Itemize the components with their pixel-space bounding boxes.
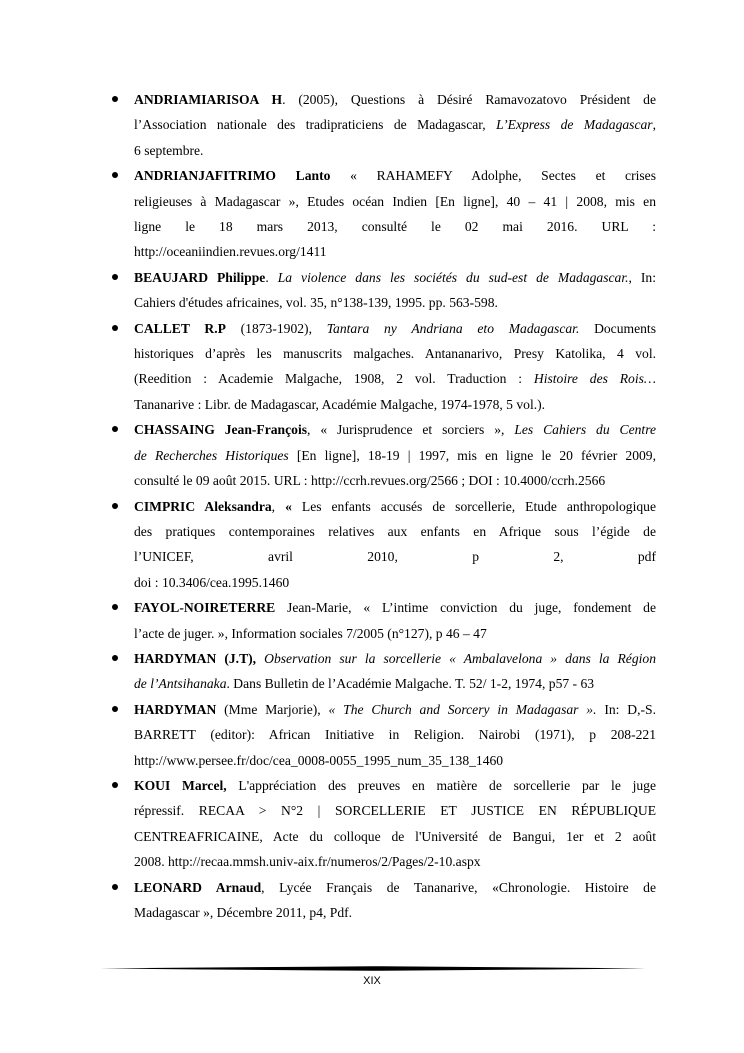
entry-text: BARRETT (editor): African Initiative in Religion. Nairobi (1971), p 208-221 — [134, 727, 656, 743]
entry-line — [134, 366, 656, 391]
entry-line — [134, 544, 656, 569]
entry-text: http://oceaniindien.revues.org/1411 — [134, 244, 327, 260]
entry-text: . Dans Bulletin de l’Académie Malgache. T. 52/ 1-2, 1974, p57 - 63 — [226, 676, 595, 692]
entry-text: (Reedition : Academie Malgache, 1908, 2 vol. Traduction : — [134, 371, 534, 387]
entry-text: Madagascar », Décembre 2011, p4, Pdf. — [134, 905, 353, 920]
entry-line — [134, 671, 656, 696]
entry-text: l’acte de juger. », Information sociales 7/2005 (n°127), p 46 – 47 — [134, 625, 487, 641]
entry-text: , In: — [628, 269, 657, 285]
entry-text: 6 septembre. — [134, 142, 204, 158]
entry-author: CALLET R.P — [134, 320, 226, 336]
entry-text: Tananarive : Libr. de Madagascar, Académie Malgache, 1974-1978, 5 vol.). — [134, 396, 546, 412]
entry-line — [134, 722, 656, 747]
entry-text: ligne le 18 mars 2013, consulté le 02 mai 2016. URL : — [134, 219, 656, 235]
entry-line — [134, 824, 656, 849]
entry-line — [134, 392, 656, 417]
bibliography-entry — [106, 316, 656, 418]
entry-text: [En ligne], 18-19 | 1997, mis en ligne le 20 février 2009, — [288, 447, 656, 463]
entry-text — [276, 168, 296, 183]
entry-title: La violence dans les sociétés du sud-est de Madagascar. — [277, 269, 629, 285]
entry-line — [134, 163, 656, 188]
entry-line — [134, 494, 656, 519]
entry-author: CIMPRIC Aleksandra — [134, 498, 272, 514]
bibliography-entry — [106, 417, 656, 493]
page-number: XIX — [363, 975, 381, 987]
bibliography-entry — [106, 265, 656, 316]
entry-text: . — [265, 269, 278, 285]
bibliography-entry — [106, 494, 656, 596]
entry-line — [134, 316, 656, 341]
entry-line — [134, 849, 656, 874]
entry-title: de Recherches Historiques — [134, 447, 289, 463]
entry-text: Documents — [579, 320, 656, 336]
entry-author: BEAUJARD Philippe — [134, 269, 266, 285]
bibliography-list — [106, 87, 656, 925]
bibliography-entry — [106, 697, 656, 773]
entry-line — [134, 798, 656, 823]
entry-author: CHASSAING Jean-François — [134, 422, 308, 438]
entry-line — [134, 595, 656, 620]
entry-text: CENTREAFRICAINE, Acte du colloque de l'Université de Bangui, 1er et 2 août — [134, 828, 656, 844]
entry-text: Cahiers d'études africaines, vol. 35, n°138-139, 1995. pp. 563-598. — [134, 295, 498, 311]
entry-text: , Lycée Français de Tananarive, «Chronologie. Histoire de — [261, 879, 657, 895]
bibliography-entry — [106, 595, 656, 646]
entry-text: doi : 10.3406/cea.1995.1460 — [134, 574, 290, 590]
entry-text: . (2005), Questions à Désiré Ramavozatovo Président de — [282, 92, 657, 107]
entry-line — [134, 697, 656, 722]
entry-line — [134, 773, 656, 798]
bibliography-entry — [106, 875, 656, 926]
entry-text: In: D,-S. — [596, 701, 656, 717]
entry-line — [134, 748, 656, 773]
entry-text: http://www.persee.fr/doc/cea_0008-0055_1995_num_35_138_1460 — [134, 752, 504, 768]
entry-title: Tantara ny Andriana eto Madagascar. — [326, 320, 580, 336]
entry-title: de l’Antsihanaka — [134, 676, 227, 692]
entry-author: FAYOL-NOIRETERRE — [134, 600, 276, 616]
entry-line — [134, 621, 656, 646]
entry-line — [134, 87, 656, 112]
entry-title: Les Cahiers du Centre — [514, 422, 657, 438]
entry-text: L'appréciation des preuves en matière de sorcellerie par le juge — [226, 777, 656, 793]
entry-text: (Mme Marjorie), — [216, 701, 329, 717]
entry-author: Lanto — [295, 168, 331, 184]
entry-author: HARDYMAN — [134, 701, 217, 717]
entry-author: LEONARD Arnaud — [134, 879, 262, 895]
entry-text: (1873-1902), — [225, 320, 327, 336]
entry-text: l’UNICEF, avril 2010, p 2, pdf — [134, 549, 656, 565]
entry-line — [134, 239, 656, 264]
entry-text: Les enfants accusés de sorcellerie, Etude anthropologique — [291, 498, 656, 514]
entry-author: KOUI Marcel, — [134, 777, 227, 793]
entry-text: religieuses à Madagascar », Etudes océan Indien [En ligne], 40 – 41 | 2008, mis en — [134, 193, 656, 209]
bibliography-entry — [106, 773, 656, 875]
entry-text: , « Jurisprudence et sorciers », — [307, 422, 515, 438]
entry-author: « — [285, 498, 292, 514]
entry-title: « The Church and Sorcery in Madagasar ». — [328, 701, 597, 717]
entry-text: 2008. http://recaa.mmsh.univ-aix.fr/numeros/2/Pages/2-10.aspx — [134, 854, 481, 870]
entry-text: des pratiques contemporaines relatives aux enfants en Afrique sous l’égide de — [134, 523, 656, 539]
entry-line — [134, 468, 656, 493]
bibliography-entry — [106, 163, 656, 265]
footer-divider — [100, 966, 646, 971]
entry-line — [134, 417, 656, 442]
entry-title: Histoire des Rois… — [533, 371, 656, 387]
entry-text: , — [652, 117, 656, 133]
entry-line — [134, 341, 656, 366]
entry-text: répressif. RECAA > N°2 | SORCELLERIE ET JUSTICE EN RÉPUBLIQUE — [134, 803, 656, 819]
entry-line — [134, 138, 656, 163]
entry-title: Observation sur la sorcellerie « Ambalavelona » dans la Région — [264, 650, 657, 666]
entry-line — [134, 519, 656, 544]
entry-text: historiques d’après les manuscrits malgaches. Antananarivo, Presy Katolika, 4 vol. — [134, 346, 656, 362]
entry-line — [134, 290, 656, 315]
entry-line — [134, 112, 656, 137]
entry-text: consulté le 09 août 2015. URL : http://ccrh.revues.org/2566 ; DOI : 10.4000/ccrh.2566 — [134, 473, 606, 489]
entry-author: HARDYMAN (J.T), — [134, 650, 257, 666]
entry-text — [256, 651, 264, 666]
entry-line — [134, 900, 656, 925]
entry-line — [134, 875, 656, 900]
entry-author: ANDRIAMIARISOA H — [134, 92, 283, 107]
entry-line — [134, 443, 656, 468]
entry-line — [134, 189, 656, 214]
entry-text: l’Association nationale des tradipraticiens de Madagascar, — [134, 117, 497, 133]
entry-title: L’Express de Madagascar — [496, 117, 653, 133]
entry-text: , — [271, 498, 286, 514]
bibliography-entry — [106, 87, 656, 163]
entry-line — [134, 646, 656, 671]
entry-text: « RAHAMEFY Adolphe, Sectes et crises — [330, 168, 657, 184]
entry-line — [134, 265, 656, 290]
entry-author: ANDRIANJAFITRIMO — [134, 168, 276, 184]
bibliography-entry — [106, 646, 656, 697]
entry-line — [134, 570, 656, 595]
entry-text: Jean-Marie, « L’intime conviction du juge, fondement de — [275, 600, 656, 616]
entry-line — [134, 214, 656, 239]
